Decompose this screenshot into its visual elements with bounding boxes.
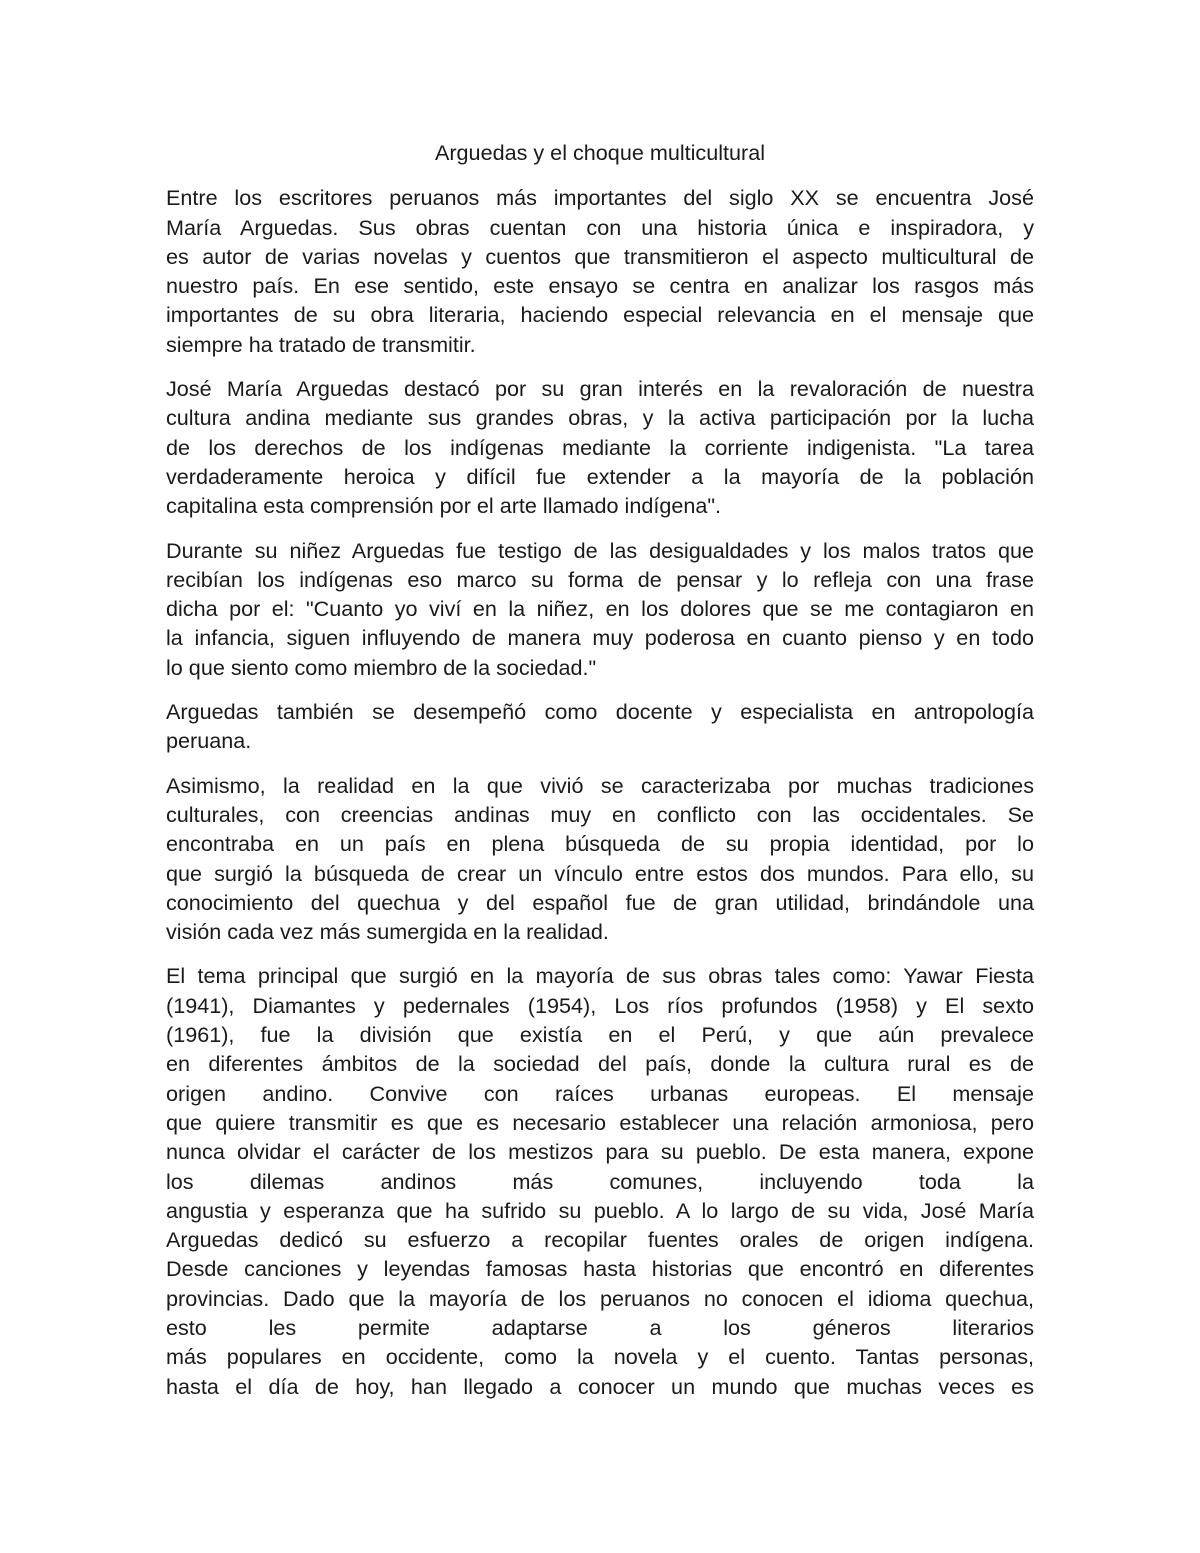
text-line: capitalina esta comprensión por el arte llamado indígena". <box>166 493 722 519</box>
text-line: es autor de varias novelas y cuentos que transmitieron el aspecto multicultural de <box>166 243 1034 269</box>
text-line: Asimismo, la realidad en la que vivió se caracterizaba por muchas tradiciones <box>166 772 1034 798</box>
text-line: nuestro país. En ese sentido, este ensayo se centra en analizar los rasgos más <box>166 273 1034 299</box>
text-line: angustia y esperanza que ha sufrido su pueblo. A lo largo de su vida, José María <box>166 1197 1034 1223</box>
text-line: Durante su niñez Arguedas fue testigo de las desigualdades y los malos tratos que <box>166 537 1034 563</box>
text-line: importantes de su obra literaria, haciendo especial relevancia en el mensaje que <box>166 302 1034 328</box>
document-body <box>166 138 1034 1416</box>
text-line: los dilemas andinos más comunes, incluyendo toda la <box>166 1168 1034 1194</box>
text-line: origen andino. Convive con raíces urbanas europeas. El mensaje <box>166 1080 1034 1106</box>
text-line: siempre ha tratado de transmitir. <box>166 331 476 357</box>
text-line: que quiere transmitir es que es necesario establecer una relación armoniosa, pero <box>166 1109 1034 1135</box>
text-line: verdaderamente heroica y difícil fue extender a la mayoría de la población <box>166 463 1034 489</box>
text-line: la infancia, siguen influyendo de manera muy poderosa en cuanto pienso y en todo <box>166 625 1034 651</box>
paragraph-2 <box>166 374 1034 520</box>
text-line: (1961), fue la división que existía en el Perú, y que aún prevalece <box>166 1022 1034 1048</box>
text-line: culturales, con creencias andinas muy en conflicto con las occidentales. Se <box>166 801 1034 827</box>
text-line: lo que siento como miembro de la sociedad." <box>166 654 597 680</box>
text-line: María Arguedas. Sus obras cuentan con una historia única e inspiradora, y <box>166 214 1034 240</box>
text-line: dicha por el: "Cuanto yo viví en la niñez, en los dolores que se me contagiaron en <box>166 596 1034 622</box>
text-line: hasta el día de hoy, han llegado a conocer un mundo que muchas veces es <box>166 1373 1034 1399</box>
text-line: en diferentes ámbitos de la sociedad del país, donde la cultura rural es de <box>166 1051 1034 1077</box>
paragraph-1 <box>166 183 1034 359</box>
paragraph-5 <box>166 771 1034 947</box>
text-line: cultura andina mediante sus grandes obras, y la activa participación por la lucha <box>166 405 1034 431</box>
paragraph-container <box>166 183 1034 1401</box>
text-line: El tema principal que surgió en la mayoría de sus obras tales como: Yawar Fiesta <box>166 963 1034 989</box>
text-line: nunca olvidar el carácter de los mestizos para su pueblo. De esta manera, expone <box>166 1139 1034 1165</box>
text-line: peruana. <box>166 728 252 754</box>
text-line: que surgió la búsqueda de crear un vínculo entre estos dos mundos. Para ello, su <box>166 860 1034 886</box>
text-line: más populares en occidente, como la novela y el cuento. Tantas personas, <box>166 1344 1034 1370</box>
text-line: recibían los indígenas eso marco su forma de pensar y lo refleja con una frase <box>166 566 1034 592</box>
document-title: Arguedas y el choque multicultural <box>434 140 766 165</box>
text-line: Desde canciones y leyendas famosas hasta historias que encontró en diferentes <box>166 1256 1034 1282</box>
text-line: José María Arguedas destacó por su gran interés en la revaloración de nuestra <box>166 376 1034 402</box>
text-line: esto les permite adaptarse a los géneros literarios <box>166 1314 1034 1340</box>
text-line: Arguedas dedicó su esfuerzo a recopilar fuentes orales de origen indígena. <box>166 1227 1034 1253</box>
text-line: conocimiento del quechua y del español fue de gran utilidad, brindándole una <box>166 889 1034 915</box>
text-line: Entre los escritores peruanos más importantes del siglo XX se encuentra José <box>166 185 1034 211</box>
text-line: Arguedas también se desempeñó como docente y especialista en antropología <box>166 699 1034 725</box>
paragraph-4 <box>166 697 1034 756</box>
text-line: de los derechos de los indígenas mediante la corriente indigenista. "La tarea <box>166 434 1034 460</box>
paragraph-6 <box>166 961 1034 1400</box>
text-line: provincias. Dado que la mayoría de los peruanos no conocen el idioma quechua, <box>166 1285 1034 1311</box>
text-line: encontraba en un país en plena búsqueda de su propia identidad, por lo <box>166 831 1034 857</box>
paragraph-3 <box>166 536 1034 682</box>
text-line: visión cada vez más sumergida en la realidad. <box>166 919 609 945</box>
text-line: (1941), Diamantes y pedernales (1954), Los ríos profundos (1958) y El sexto <box>166 992 1034 1018</box>
